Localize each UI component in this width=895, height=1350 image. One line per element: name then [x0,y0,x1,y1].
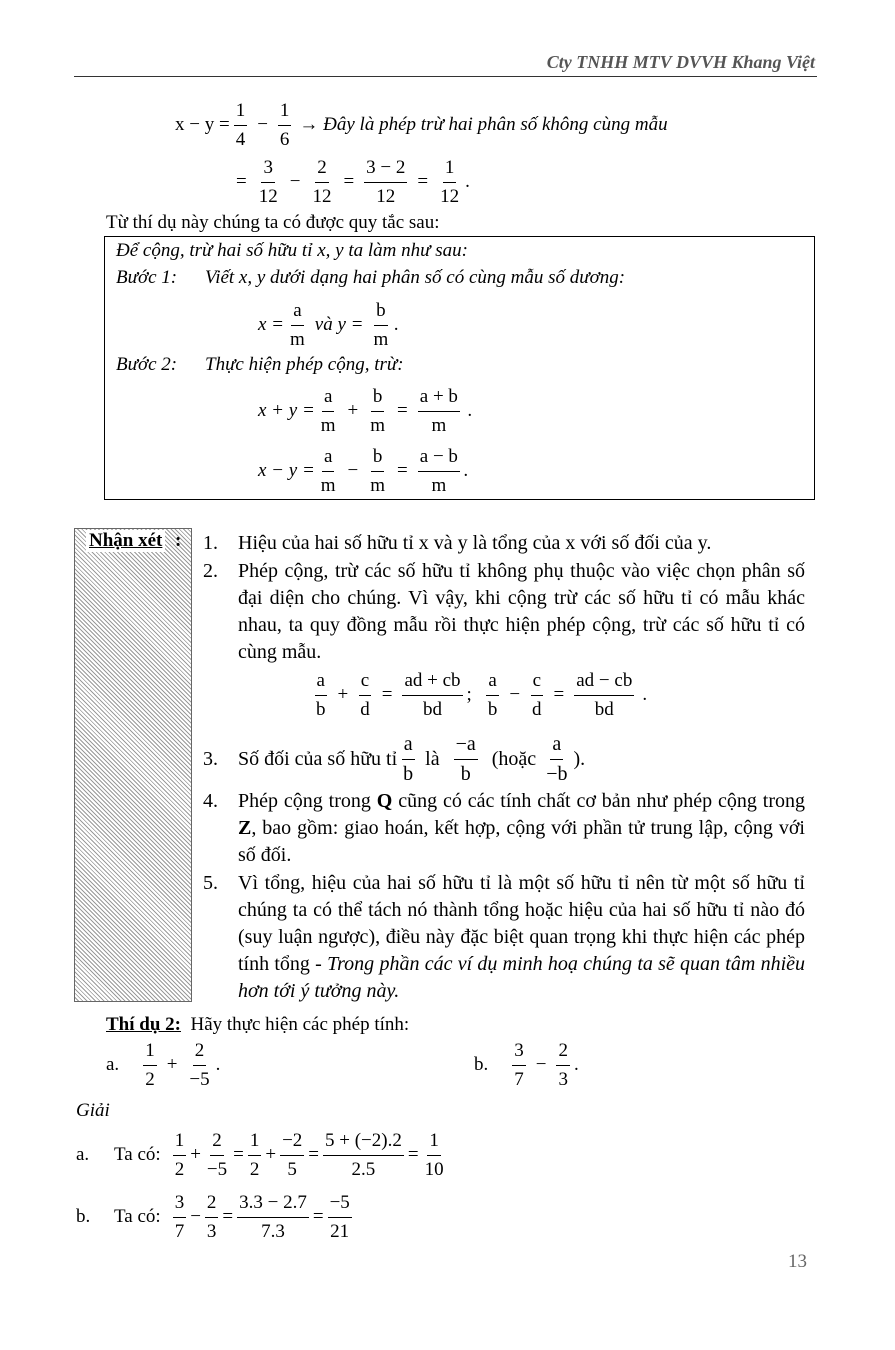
header-rule [74,76,817,77]
fraction: $\frac{a}{b}$ [487,670,498,720]
fraction: $\frac{a + b}{m}$ [419,386,458,436]
example2-heading: Thí dụ 2: Hãy thực hiện các phép tính: [106,1014,410,1035]
remark-item-4: 4. Phép cộng trong Q cũng có các tính chất cơ bản như phép cộng trong Z, bao gồm: giao hoán, kết hợp, cộng với phần tử trung lập, cộng với số đối. [203,790,806,866]
fraction: $\frac{3.3 - 2.7}{7.3}$ [239,1192,307,1242]
fraction: $\frac{3}{7}$ [174,1192,185,1242]
remarks-label: Nhận xét [86,530,165,552]
fraction: $\frac{a}{b}$ [316,670,326,720]
fraction: $\frac{2}{3}$ [206,1192,217,1242]
solution-b: b. Ta có: $\frac{3}{7}$ − $\frac{2}{3}$ = $\frac{3.3 - 2.7}{7.3}$ = $\frac{-5}{21}$ [76,1192,350,1242]
remark-item-1: 1. Hiệu của hai số hữu tỉ x và y là tổng của x với số đối của y. [203,532,712,554]
remarks-hatch-panel [74,528,192,1002]
example2-a: a. $\frac{1}{2}$ + $\frac{2}{-5}$ . [106,1040,221,1090]
fraction: $\frac{5 + (-2).2}{2.5}$ [325,1130,402,1180]
remark-item-3: 3. Số đối của số hữu tỉ $\frac{a}{b}$ là $\frac{-a}{b}$ (hoặc $\frac{a}{-b}$ ). [203,733,586,785]
fraction: $\frac{c}{d}$ [360,670,370,720]
fraction: $\frac{a}{b}$ [403,733,414,785]
fraction: $\frac{1}{12}$ [440,157,460,207]
example2-b: b. $\frac{3}{7}$ − $\frac{2}{3}$ . [474,1040,579,1090]
fraction: $\frac{c}{d}$ [532,670,542,720]
equation-lhs: x − y = [175,114,230,136]
fraction: $\frac{3 - 2}{12}$ [366,157,406,207]
rule-intro: Từ thí dụ này chúng ta có được quy tắc sau: [106,212,440,233]
fraction: $\frac{2}{-5}$ [189,1040,210,1090]
fraction: $\frac{3}{7}$ [514,1040,524,1090]
fraction: $\frac{2}{-5}$ [206,1130,228,1180]
remarks-colon: : [175,530,182,551]
fraction: $\frac{-5}{21}$ [329,1192,350,1242]
fraction: $\frac{1}{6}$ [279,100,290,150]
fraction: $\frac{1}{4}$ [235,100,246,150]
rule-xy-def: x = $\frac{a}{m}$ và y = $\frac{b}{m}$ . [258,300,400,350]
fraction: $\frac{a}{m}$ [320,446,336,496]
step2-text: Thực hiện phép cộng, trừ: [205,354,404,375]
page-number: 13 [788,1251,807,1272]
fraction: $\frac{a - b}{m}$ [419,446,458,496]
fraction: $\frac{a}{-b}$ [546,733,568,785]
step2-label: Bước 2: [116,354,178,375]
solution-a: a. Ta có: $\frac{1}{2}$ + $\frac{2}{-5}$ = $\frac{1}{2}$ + $\frac{-2}{5}$ = $\frac{5 + (-2).2}{2.5}$ = $\frac{1}{10}$ [76,1130,444,1180]
solution-title: Giải [76,1100,110,1121]
remark-item-5: 5. Vì tổng, hiệu của hai số hữu tỉ là một số hữu tỉ nên từ một số hữu tỉ chúng ta có thể tách nó thành tổng hoặc hiệu của hai số hữu tỉ nào đó (suy luận ngược), điều này đặc biệt quan trọng khi thực hiện các phép tính tổng - Trong phần các ví dụ minh hoạ chúng ta sẽ quan tâm nhiều hơn tới ý tưởng này. [203,872,806,1002]
step1-label: Bước 1: [116,267,178,288]
fraction: $\frac{1}{2}$ [145,1040,155,1090]
fraction: $\frac{1}{10}$ [424,1130,444,1180]
fraction: $\frac{ad + cb}{bd}$ [404,670,461,720]
remark-formula: $\frac{a}{b}$ + $\frac{c}{d}$ = $\frac{ad + cb}{bd}$ ; $\frac{a}{b}$ − $\frac{c}{d}$ = $\frac{ad - cb}{bd}$ . [316,670,648,720]
fraction: $\frac{3}{12}$ [258,157,278,207]
example1-line1: x − y = $\frac{1}{4}$ − $\frac{1}{6}$ → Đây là phép trừ hai phân số không cùng mẫu [175,100,668,150]
page-header: Cty TNHH MTV DVVH Khang Việt [546,52,815,72]
fraction: $\frac{b}{m}$ [370,386,386,436]
fraction: $\frac{a}{m}$ [290,300,305,350]
comment: → Đây là phép trừ hai phân số không cùng mẫu [299,114,668,136]
example1-line2: = $\frac{3}{12}$ − $\frac{2}{12}$ = $\frac{3 - 2}{12}$ = $\frac{1}{12}$ . [236,157,470,207]
rule-sum: x + y = $\frac{a}{m}$ + $\frac{b}{m}$ = $\frac{a + b}{m}$ . [258,386,473,436]
fraction: $\frac{-a}{b}$ [455,733,476,785]
rule-title: Để cộng, trừ hai số hữu tỉ x, y ta làm như sau: [116,240,468,261]
remark-item-2: 2. Phép cộng, trừ các số hữu tỉ không phụ thuộc vào việc chọn phân số đại diện cho chúng. Vì vậy, khi cộng trừ các số hữu tỉ có mẫu khác nhau, ta quy đồng mẫu rồi thực hiện phép cộng, trừ các số hữu tỉ có cùng mẫu. [203,560,805,663]
fraction: $\frac{1}{2}$ [249,1130,260,1180]
fraction: $\frac{-2}{5}$ [282,1130,303,1180]
fraction: $\frac{2}{3}$ [558,1040,568,1090]
fraction: $\frac{b}{m}$ [373,300,389,350]
fraction: $\frac{1}{2}$ [174,1130,185,1180]
fraction: $\frac{a}{m}$ [320,386,336,436]
fraction: $\frac{b}{m}$ [370,446,386,496]
step1-text: Viết x, y dưới dạng hai phân số có cùng mẫu số dương: [205,267,626,288]
fraction: $\frac{2}{12}$ [312,157,332,207]
fraction: $\frac{ad - cb}{bd}$ [576,670,633,720]
rule-diff: x − y = $\frac{a}{m}$ − $\frac{b}{m}$ = $\frac{a - b}{m}$ . [258,446,469,496]
